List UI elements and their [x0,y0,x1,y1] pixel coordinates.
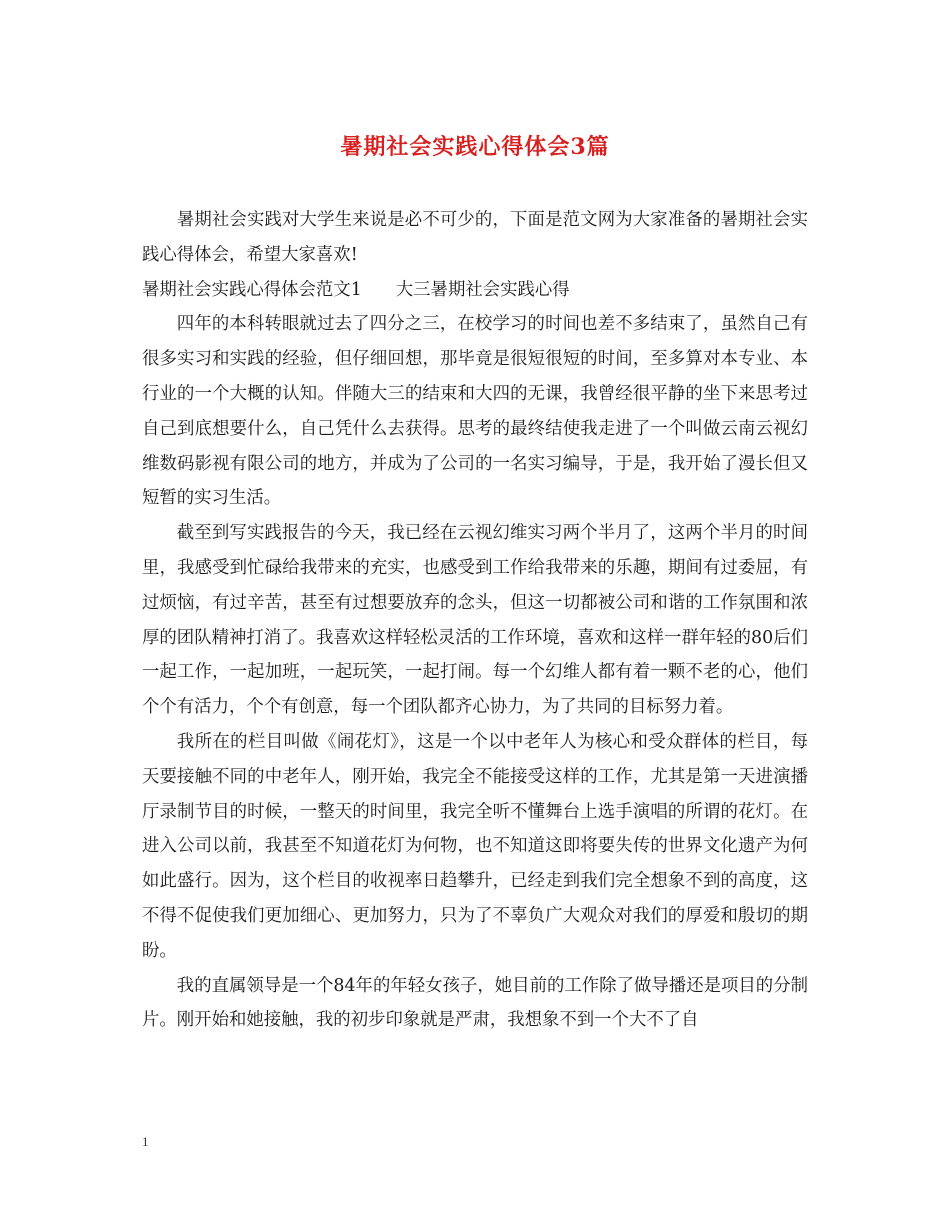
body-paragraph: 我的直属领导是一个84年的年轻女孩子，她目前的工作除了做导播还是项目的分制片。刚开始和她接触，我的初步印象就是严肃，我想象不到一个大不了自 [142,975,808,1031]
page-number: 1 [142,1134,149,1149]
section-heading-left: 暑期社会实践心得体会范文1 [142,279,362,300]
section-heading-right: 大三暑期社会实践心得 [395,279,570,300]
body-paragraph: 我所在的栏目叫做《闹花灯》，这是一个以中老年人为核心和受众群体的栏目，每天要接触不同的中老年人，刚开始，我完全不能接受这样的工作，尤其是第一天进演播厅录制节目的时候，一整天的时间里，我完全听不懂舞台上选手演唱的所谓的花灯。在进入公司以前，我甚至不知道花灯为何物，也不知道这即将要失传的世界文化遗产为何如此盛行。因为，这个栏目的收视率日趋攀升，已经走到我们完全想象不到的高度，这不得不促使我们更加细心、更加努力，只为了不辜负广大观众对我们的厚爱和殷切的期盼。 [142,731,808,961]
body-paragraph: 四年的本科转眼就过去了四分之三，在校学习的时间也差不多结束了，虽然自己有很多实习和实践的经验，但仔细回想，那毕竟是很短很短的时间，至多算对本专业、本行业的一个大概的认知。伴随大三的结束和大四的无课，我曾经很平静的坐下来思考过自己到底想要什么，自己凭什么去获得。思考的最终结使我走进了一个叫做云南云视幻维数码影视有限公司的地方，并成为了公司的一名实习编导，于是，我开始了漫长但又短暂的实习生活。 [142,314,808,509]
document-title: 暑期社会实践心得体会3篇 [340,134,610,160]
section-heading [142,273,808,308]
body-paragraph: 截至到写实践报告的今天，我已经在云视幻维实习两个半月了，这两个半月的时间里，我感受到忙碌给我带来的充实，也感受到工作给我带来的乐趣，期间有过委屈，有过烦恼，有过辛苦，甚至有过想要放弃的念头，但这一切都被公司和谐的工作氛围和浓厚的团队精神打消了。我喜欢这样轻松灵活的工作环境，喜欢和这样一群年轻的80后们一起工作，一起加班，一起玩笑，一起打闹。每一个幻维人都有着一颗不老的心，他们个个有活力，个个有创意，每一个团队都齐心协力，为了共同的目标努力着。 [142,523,808,718]
document-body [142,203,808,1038]
intro-paragraph: 暑期社会实践对大学生来说是必不可少的，下面是范文网为大家准备的暑期社会实践心得体会，希望大家喜欢! [142,210,808,265]
